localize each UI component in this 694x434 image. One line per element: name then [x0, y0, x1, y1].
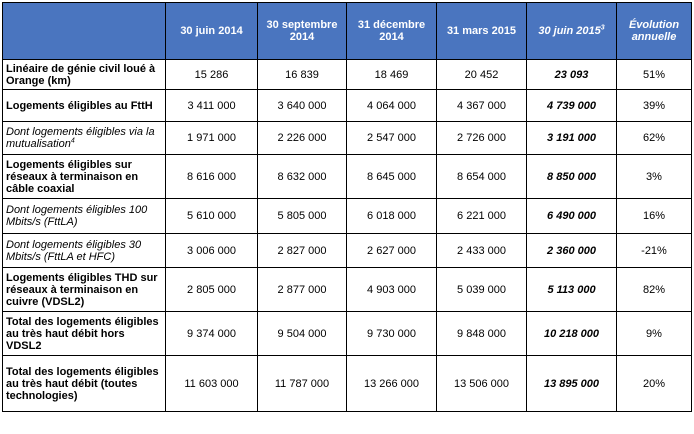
row-label: Logements éligibles THD sur réseaux à terminaison en cuivre (VDSL2): [3, 268, 166, 312]
cell-value: 4 903 000: [347, 268, 437, 312]
cell-value: 20%: [617, 356, 692, 412]
table-row: [3, 60, 692, 90]
cell-value: 13 506 000: [437, 356, 527, 412]
cell-value: 8 654 000: [437, 155, 527, 199]
cell-value: 82%: [617, 268, 692, 312]
cell-value: 15 286: [166, 60, 258, 90]
cell-value: 51%: [617, 60, 692, 90]
eligibility-table: [2, 2, 692, 412]
cell-value: 2 877 000: [258, 268, 347, 312]
cell-value: 9 504 000: [258, 312, 347, 356]
cell-value: 3 640 000: [258, 90, 347, 122]
cell-value: 6 490 000: [527, 199, 617, 234]
row-label: Dont logements éligibles 100 Mbits/s (FttLA): [3, 199, 166, 234]
table-row: [3, 90, 692, 122]
cell-value: 8 632 000: [258, 155, 347, 199]
cell-value: 8 616 000: [166, 155, 258, 199]
cell-value: 8 850 000: [527, 155, 617, 199]
cell-value: 9 374 000: [166, 312, 258, 356]
cell-value: 16%: [617, 199, 692, 234]
cell-value: 3%: [617, 155, 692, 199]
cell-value: 3 191 000: [527, 122, 617, 155]
table-row: [3, 312, 692, 356]
table-row: [3, 268, 692, 312]
cell-value: 2 360 000: [527, 234, 617, 268]
cell-value: 1 971 000: [166, 122, 258, 155]
cell-value: 4 367 000: [437, 90, 527, 122]
cell-value: 9 848 000: [437, 312, 527, 356]
row-label: Dont logements éligibles via la mutualisation$^4$: [3, 122, 166, 155]
row-label: Dont logements éligibles 30 Mbits/s (FttLA et HFC): [3, 234, 166, 268]
row-label: Logements éligibles sur réseaux à terminaison en câble coaxial: [3, 155, 166, 199]
cell-value: 8 645 000: [347, 155, 437, 199]
cell-value: 6 221 000: [437, 199, 527, 234]
header-col-5: 30 juin 2015$^3$: [527, 3, 617, 60]
row-label: Logements éligibles au FttH: [3, 90, 166, 122]
cell-value: 5 113 000: [527, 268, 617, 312]
row-label: Linéaire de génie civil loué à Orange (km): [3, 60, 166, 90]
row-label: Total des logements éligibles au très haut débit (toutes technologies): [3, 356, 166, 412]
cell-value: 18 469: [347, 60, 437, 90]
cell-value: 16 839: [258, 60, 347, 90]
cell-value: 2 827 000: [258, 234, 347, 268]
header-col-1: 30 juin 2014: [166, 3, 258, 60]
cell-value: 6 018 000: [347, 199, 437, 234]
cell-value: 4 064 000: [347, 90, 437, 122]
cell-value: 62%: [617, 122, 692, 155]
table-row: [3, 122, 692, 155]
cell-value: 9 730 000: [347, 312, 437, 356]
cell-value: 11 603 000: [166, 356, 258, 412]
cell-value: 2 627 000: [347, 234, 437, 268]
cell-value: 13 266 000: [347, 356, 437, 412]
table-row: [3, 155, 692, 199]
cell-value: 11 787 000: [258, 356, 347, 412]
cell-value: 3 411 000: [166, 90, 258, 122]
cell-value: 5 805 000: [258, 199, 347, 234]
header-row: [3, 3, 692, 60]
cell-value: 39%: [617, 90, 692, 122]
cell-value: 2 805 000: [166, 268, 258, 312]
cell-value: -21%: [617, 234, 692, 268]
cell-value: 5 610 000: [166, 199, 258, 234]
cell-value: 4 739 000: [527, 90, 617, 122]
cell-value: 2 547 000: [347, 122, 437, 155]
cell-value: 13 895 000: [527, 356, 617, 412]
cell-value: 9%: [617, 312, 692, 356]
cell-value: 2 726 000: [437, 122, 527, 155]
header-col-4: 31 mars 2015: [437, 3, 527, 60]
cell-value: 20 452: [437, 60, 527, 90]
header-col-6: Évolution annuelle: [617, 3, 692, 60]
table-row: [3, 234, 692, 268]
cell-value: 2 226 000: [258, 122, 347, 155]
cell-value: 2 433 000: [437, 234, 527, 268]
header-corner: [3, 3, 166, 60]
table-row: [3, 356, 692, 412]
cell-value: 10 218 000: [527, 312, 617, 356]
row-label: Total des logements éligibles au très haut débit hors VDSL2: [3, 312, 166, 356]
cell-value: 3 006 000: [166, 234, 258, 268]
header-col-3: 31 décembre 2014: [347, 3, 437, 60]
cell-value: 23 093: [527, 60, 617, 90]
table-row: [3, 199, 692, 234]
header-col-2: 30 septembre 2014: [258, 3, 347, 60]
cell-value: 5 039 000: [437, 268, 527, 312]
